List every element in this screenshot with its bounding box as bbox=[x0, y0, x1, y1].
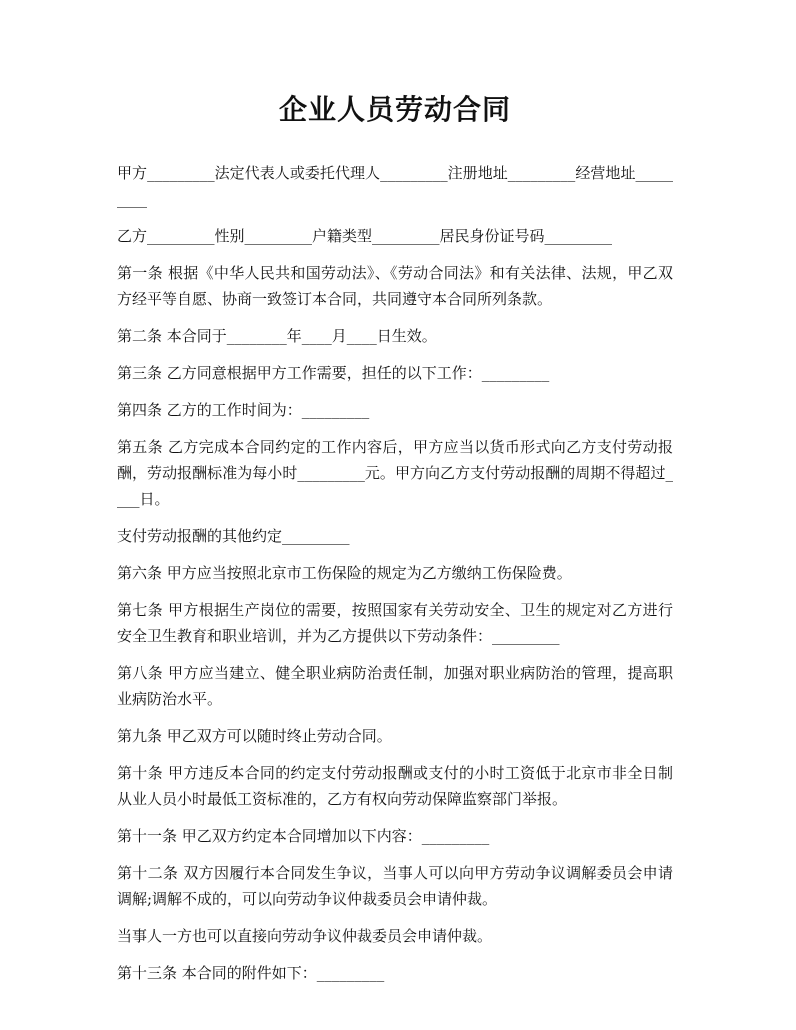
other-payment-terms: 支付劳动报酬的其他约定_________ bbox=[117, 527, 350, 545]
article-8: 第八条 甲方应当建立、健全职业病防治责任制，加强对职业病防治的管理，提高职业病防治水平。 bbox=[117, 664, 673, 708]
document-title: 企业人员劳动合同 bbox=[278, 93, 511, 126]
article-3: 第三条 乙方同意根据甲方工作需要，担任的以下工作：_________ bbox=[117, 364, 550, 382]
article-6: 第六条 甲方应当按照北京市工伤保险的规定为乙方缴纳工伤保险费。 bbox=[117, 564, 572, 582]
article-13: 第十三条 本合同的附件如下：_________ bbox=[117, 964, 385, 982]
article-12: 第十二条 双方因履行本合同发生争议，当事人可以向甲方劳动争议调解委员会申请调解;调解不成的，可以向劳动争议仲裁委员会申请仲裁。 bbox=[117, 864, 673, 908]
article-1: 第一条 根据《中华人民共和国劳动法》、《劳动合同法》和有关法律、法规，甲乙双方经平等自愿、协商一致签订本合同，共同遵守本合同所列条款。 bbox=[117, 264, 673, 308]
article-7: 第七条 甲方根据生产岗位的需要，按照国家有关劳动安全、卫生的规定对乙方进行安全卫生教育和职业培训，并为乙方提供以下劳动条件：_________ bbox=[117, 601, 673, 645]
party-b-line: 乙方_________性别_________户籍类型_________居民身份证号码_________ bbox=[117, 227, 613, 245]
article-9: 第九条 甲乙双方可以随时终止劳动合同。 bbox=[117, 727, 392, 745]
arbitration-note: 当事人一方也可以直接向劳动争议仲裁委员会申请仲裁。 bbox=[117, 927, 493, 945]
article-4: 第四条 乙方的工作时间为：_________ bbox=[117, 401, 370, 419]
article-2: 第二条 本合同于________年____月____日生效。 bbox=[117, 327, 437, 345]
document-page bbox=[117, 88, 673, 997]
article-5: 第五条 乙方完成本合同约定的工作内容后，甲方应当以货币形式向乙方支付劳动报酬，劳动报酬标准为每小时_________元。甲方向乙方支付劳动报酬的周期不得超过____日。 bbox=[117, 438, 673, 508]
article-10: 第十条 甲方违反本合同的约定支付劳动报酬或支付的小时工资低于北京市非全日制从业人员小时最低工资标准的，乙方有权向劳动保障监察部门举报。 bbox=[117, 764, 673, 808]
party-a-line: 甲方_________法定代表人或委托代理人_________注册地址_________经营地址_________ bbox=[117, 164, 673, 208]
article-11: 第十一条 甲乙双方约定本合同增加以下内容：_________ bbox=[117, 827, 490, 845]
